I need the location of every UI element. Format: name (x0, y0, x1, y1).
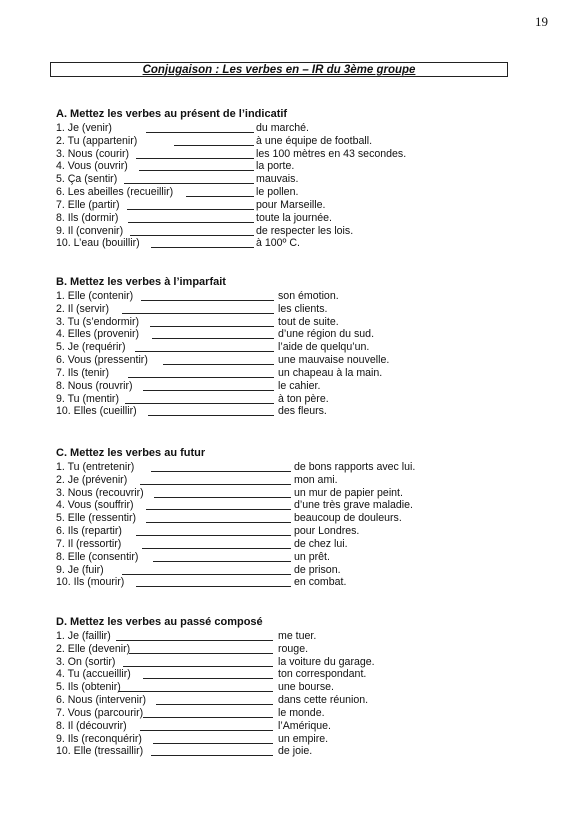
sentence-ending: le monde. (278, 706, 325, 719)
exercise-item (56, 160, 295, 173)
verb-prompt: 2. Tu (appartenir) (56, 134, 138, 147)
exercise-item (56, 147, 407, 161)
sentence-ending: à 100º C. (256, 237, 300, 250)
sentence-ending: de bons rapports avec lui. (294, 460, 416, 473)
verb-prompt: 3. Nous (courir) (56, 147, 129, 160)
verb-prompt: 9. Ils (reconquérir) (56, 732, 142, 745)
exercise-item (56, 681, 334, 694)
exercise-item (56, 379, 321, 393)
exercise-item (56, 186, 299, 199)
exercise-item (56, 719, 331, 733)
exercise-item (56, 486, 403, 500)
answer-blank[interactable] (143, 717, 273, 718)
answer-blank[interactable] (148, 415, 274, 416)
verb-prompt: 10. Elle (tressaillir) (56, 745, 144, 758)
verb-prompt: 8. Il (découvrir) (56, 719, 127, 732)
exercise-item (56, 473, 338, 487)
exercise-item (56, 328, 375, 341)
exercise-item (56, 198, 326, 212)
section-heading: C. Mettez les verbes au futur (56, 447, 206, 459)
answer-blank[interactable] (156, 704, 273, 705)
sentence-ending: beaucoup de douleurs. (294, 512, 402, 525)
exercise-item (56, 550, 330, 564)
exercise-item (56, 392, 329, 406)
sentence-ending: les 100 mètres en 43 secondes. (256, 147, 407, 160)
exercise-item (56, 668, 367, 681)
verb-prompt: 7. Elle (partir) (56, 198, 120, 211)
answer-blank[interactable] (186, 196, 254, 197)
exercise-item (56, 315, 339, 329)
verb-prompt: 10. Ils (mourir) (56, 576, 125, 589)
exercise-item (56, 655, 375, 669)
page-title: Conjugaison : Les verbes en – IR du 3ème groupe (142, 64, 416, 76)
exercise-item (56, 366, 383, 380)
answer-blank[interactable] (146, 132, 254, 133)
exercise-list (56, 629, 375, 758)
exercise-item (56, 121, 309, 135)
verb-prompt: 4. Elles (provenir) (56, 328, 140, 341)
verb-prompt: 4. Tu (accueillir) (56, 668, 131, 681)
answer-blank[interactable] (116, 640, 273, 641)
verb-prompt: 5. Ils (obtenir) (56, 681, 121, 694)
exercise-item (56, 706, 325, 720)
answer-blank[interactable] (139, 170, 254, 171)
sentence-ending: une bourse. (278, 681, 334, 694)
answer-blank[interactable] (153, 743, 273, 744)
verb-prompt: 6. Nous (intervenir) (56, 694, 147, 707)
verb-prompt: 7. Ils (tenir) (56, 366, 109, 379)
answer-blank[interactable] (136, 535, 291, 536)
exercise-item (56, 341, 370, 354)
sentence-ending: me tuer. (278, 629, 317, 642)
verb-prompt: 1. Je (faillir) (56, 629, 111, 642)
sentence-ending: de joie. (278, 745, 313, 758)
sentence-ending: mon ami. (294, 473, 338, 486)
sentence-ending: à une équipe de football. (256, 134, 373, 147)
sentence-ending: de chez lui. (294, 537, 348, 550)
verb-prompt: 1. Elle (contenir) (56, 289, 134, 302)
exercise-item (56, 732, 329, 746)
verb-prompt: 6. Vous (pressentir) (56, 354, 148, 367)
sentence-ending: un chapeau à la main. (278, 366, 383, 379)
verb-prompt: 7. Vous (parcourir) (56, 706, 144, 719)
verb-prompt: 9. Je (fuir) (56, 563, 104, 576)
exercise-item (56, 405, 327, 418)
exercise-item (56, 173, 299, 186)
sentence-ending: d’une région du sud. (278, 328, 375, 341)
answer-blank[interactable] (151, 247, 254, 248)
answer-blank[interactable] (142, 548, 291, 549)
answer-blank[interactable] (129, 653, 273, 654)
verb-prompt: 3. Tu (s’endormir) (56, 315, 140, 328)
answer-blank[interactable] (140, 730, 273, 731)
exercise-item (56, 525, 360, 538)
answer-blank[interactable] (146, 522, 291, 523)
sentence-ending: de respecter les lois. (256, 224, 354, 237)
verb-prompt: 2. Il (servir) (56, 302, 109, 315)
answer-blank[interactable] (122, 313, 274, 314)
sentence-ending: dans cette réunion. (278, 694, 369, 707)
exercise-item (56, 237, 300, 250)
answer-blank[interactable] (152, 338, 274, 339)
section-heading: B. Mettez les verbes à l’imparfait (56, 276, 226, 288)
sentence-ending: l’aide de quelqu’un. (278, 341, 370, 354)
answer-blank[interactable] (128, 222, 254, 223)
page-title-box (50, 62, 508, 77)
page-number: 19 (535, 14, 548, 29)
sentence-ending: pour Marseille. (256, 198, 326, 211)
sentence-ending: pour Londres. (294, 525, 360, 538)
exercise-list (56, 460, 416, 589)
verb-prompt: 4. Vous (souffrir) (56, 499, 134, 512)
verb-prompt: 10. L’eau (bouillir) (56, 237, 140, 250)
exercise-item (56, 745, 313, 758)
verb-prompt: 9. Il (convenir) (56, 224, 124, 237)
sentence-ending: le pollen. (256, 186, 299, 199)
sentence-ending: mauvais. (256, 173, 299, 186)
exercise-item (56, 563, 341, 577)
exercise-item (56, 629, 317, 643)
answer-blank[interactable] (124, 183, 254, 184)
sentence-ending: un mur de papier peint. (294, 486, 403, 499)
exercise-item (56, 134, 373, 148)
sentence-ending: la porte. (256, 160, 295, 173)
sentence-ending: toute la journée. (256, 211, 332, 224)
sentence-ending: l’Amérique. (278, 719, 331, 732)
answer-blank[interactable] (143, 390, 274, 391)
sentence-ending: rouge. (278, 642, 309, 655)
exercise-item (56, 642, 309, 656)
answer-blank[interactable] (143, 678, 273, 679)
section-heading: A. Mettez les verbes au présent de l’indicatif (56, 108, 288, 120)
answer-blank[interactable] (154, 497, 291, 498)
section-c (56, 447, 416, 589)
section-b (56, 276, 390, 418)
exercise-item (56, 576, 347, 589)
answer-blank[interactable] (151, 471, 291, 472)
exercise-list (56, 121, 407, 250)
sentence-ending: du marché. (256, 121, 309, 134)
answer-blank[interactable] (123, 666, 273, 667)
exercise-item (56, 224, 354, 238)
exercise-item (56, 289, 339, 303)
answer-blank[interactable] (122, 574, 291, 575)
answer-blank[interactable] (174, 145, 254, 146)
verb-prompt: 1. Tu (entretenir) (56, 460, 135, 473)
answer-blank[interactable] (130, 235, 254, 236)
verb-prompt: 8. Nous (rouvrir) (56, 379, 133, 392)
section-a (56, 108, 407, 250)
exercise-item (56, 354, 390, 367)
exercise-item (56, 302, 328, 316)
sentence-ending: un empire. (278, 732, 329, 745)
exercise-list (56, 289, 390, 418)
answer-blank[interactable] (153, 561, 291, 562)
sentence-ending: la voiture du garage. (278, 655, 375, 668)
verb-prompt: 8. Ils (dormir) (56, 211, 119, 224)
answer-blank[interactable] (146, 509, 291, 510)
verb-prompt: 8. Elle (consentir) (56, 550, 139, 563)
verb-prompt: 3. On (sortir) (56, 655, 116, 668)
sentence-ending: des fleurs. (278, 405, 327, 418)
answer-blank[interactable] (136, 586, 291, 587)
sentence-ending: son émotion. (278, 289, 339, 302)
verb-prompt: 7. Il (ressortir) (56, 537, 122, 550)
answer-blank[interactable] (118, 691, 273, 692)
verb-prompt: 5. Ça (sentir) (56, 173, 118, 186)
verb-prompt: 3. Nous (recouvrir) (56, 486, 144, 499)
exercise-item (56, 694, 369, 707)
verb-prompt: 10. Elles (cueillir) (56, 405, 137, 418)
verb-prompt: 6. Les abeilles (recueillir) (56, 186, 174, 199)
answer-blank[interactable] (150, 326, 274, 327)
exercise-item (56, 211, 332, 225)
verb-prompt: 4. Vous (ouvrir) (56, 160, 128, 173)
verb-prompt: 5. Elle (ressentir) (56, 512, 137, 525)
sentence-ending: à ton père. (278, 392, 329, 405)
exercise-item (56, 537, 348, 551)
answer-blank[interactable] (163, 364, 274, 365)
verb-prompt: 2. Je (prévenir) (56, 473, 128, 486)
verb-prompt: 2. Elle (devenir) (56, 642, 131, 655)
verb-prompt: 5. Je (requérir) (56, 341, 126, 354)
sentence-ending: de prison. (294, 563, 341, 576)
exercise-item (56, 512, 402, 525)
answer-blank[interactable] (151, 755, 273, 756)
sentence-ending: ton correspondant. (278, 668, 367, 681)
exercise-item (56, 499, 413, 512)
answer-blank[interactable] (135, 351, 274, 352)
answer-blank[interactable] (141, 300, 274, 301)
sentence-ending: le cahier. (278, 379, 321, 392)
verb-prompt: 1. Je (venir) (56, 121, 112, 134)
answer-blank[interactable] (128, 377, 274, 378)
sentence-ending: les clients. (278, 302, 328, 315)
section-heading: D. Mettez les verbes au passé composé (56, 616, 263, 628)
verb-prompt: 6. Ils (repartir) (56, 525, 122, 538)
answer-blank[interactable] (140, 484, 291, 485)
sentence-ending: un prêt. (294, 550, 330, 563)
answer-blank[interactable] (136, 158, 254, 159)
answer-blank[interactable] (125, 403, 274, 404)
sentence-ending: en combat. (294, 576, 347, 589)
section-d (56, 616, 375, 758)
sentence-ending: tout de suite. (278, 315, 339, 328)
sentence-ending: d’une très grave maladie. (294, 499, 413, 512)
verb-prompt: 9. Tu (mentir) (56, 392, 119, 405)
exercise-item (56, 460, 416, 474)
answer-blank[interactable] (127, 209, 254, 210)
sentence-ending: une mauvaise nouvelle. (278, 354, 390, 367)
